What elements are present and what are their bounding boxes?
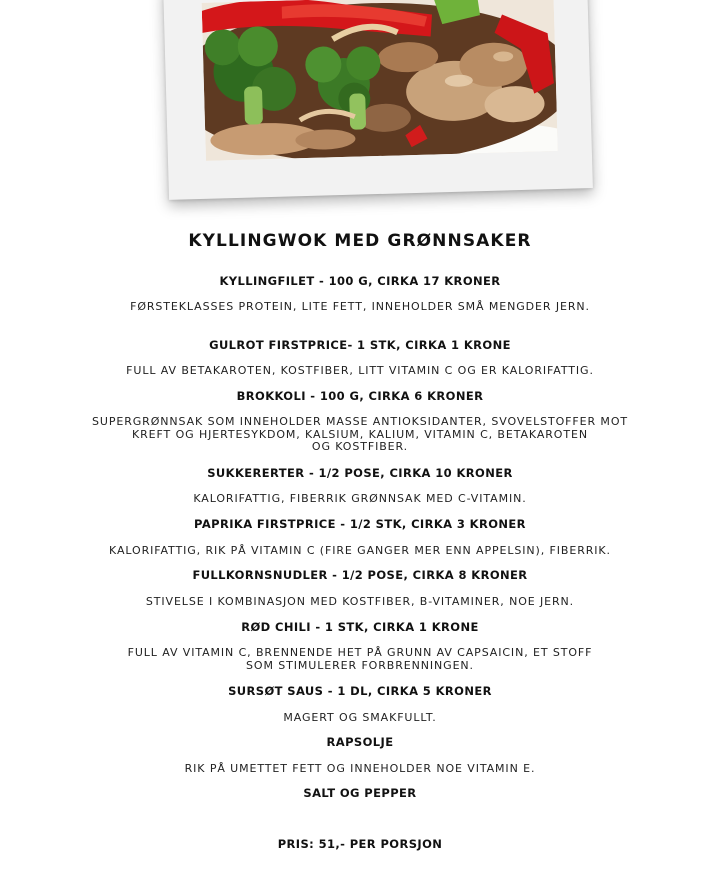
ingredient-heading: RØD CHILI - 1 STK, CIRKA 1 KRONE [241,620,479,634]
recipe-title: KYLLINGWOK MED GRØNNSAKER [188,231,532,251]
ingredient-heading: KYLLINGFILET - 100 G, CIRKA 17 KRONER [219,274,501,288]
ingredient-description: MAGERT OG SMAKFULLT. [283,711,437,724]
ingredient-description: RIK PÅ UMETTET FETT OG INNEHOLDER NOE VITAMIN E. [184,762,536,775]
description-line: FULL AV VITAMIN C, BRENNENDE HET PÅ GRUNN AV CAPSAICIN, ET STOFF [127,646,593,659]
ingredient-heading: FULLKORNSNUDLER - 1/2 POSE, CIRKA 8 KRONER [192,568,528,582]
ingredient-heading: SUKKERERTER - 1/2 POSE, CIRKA 10 KRONER [207,466,513,480]
ingredient-heading: PAPRIKA FIRSTPRICE - 1/2 STK, CIRKA 3 KRONER [194,517,526,531]
ingredient-description: STIVELSE I KOMBINASJON MED KOSTFIBER, B-VITAMINER, NOE JERN. [145,595,575,608]
description-line: SUPERGRØNNSAK SOM INNEHOLDER MASSE ANTIOKSIDANTER, SVOVELSTOFFER MOT [92,415,628,428]
ingredient-description [0,647,720,672]
ingredient-description: FULL AV BETAKAROTEN, KOSTFIBER, LITT VITAMIN C OG ER KALORIFATTIG. [126,364,594,377]
ingredient-heading: SALT OG PEPPER [303,786,417,800]
description-line: KREFT OG HJERTESYKDOM, KALSIUM, KALIUM, VITAMIN C, BETAKAROTEN [132,427,588,441]
ingredient-heading: RAPSOLJE [326,735,394,749]
ingredient-heading: GULROT FIRSTPRICE- 1 STK, CIRKA 1 KRONE [209,338,511,352]
ingredient-description: FØRSTEKLASSES PROTEIN, LITE FETT, INNEHOLDER SMÅ MENGDER JERN. [130,300,590,313]
ingredient-heading: BROKKOLI - 100 G, CIRKA 6 KRONER [236,389,484,403]
description-line: OG KOSTFIBER. [311,440,409,453]
description-line: SOM STIMULERER FORBRENNINGEN. [246,658,474,672]
ingredient-heading: SURSØT SAUS - 1 DL, CIRKA 5 KRONER [228,684,492,698]
price-per-serving: PRIS: 51,- PER PORSJON [277,837,443,851]
ingredient-description [0,416,720,454]
ingredient-description: KALORIFATTIG, FIBERRIK GRØNNSAK MED C-VITAMIN. [193,492,527,505]
ingredient-description: KALORIFATTIG, RIK PÅ VITAMIN C (FIRE GANGER MER ENN APPELSIN), FIBERRIK. [109,544,611,557]
